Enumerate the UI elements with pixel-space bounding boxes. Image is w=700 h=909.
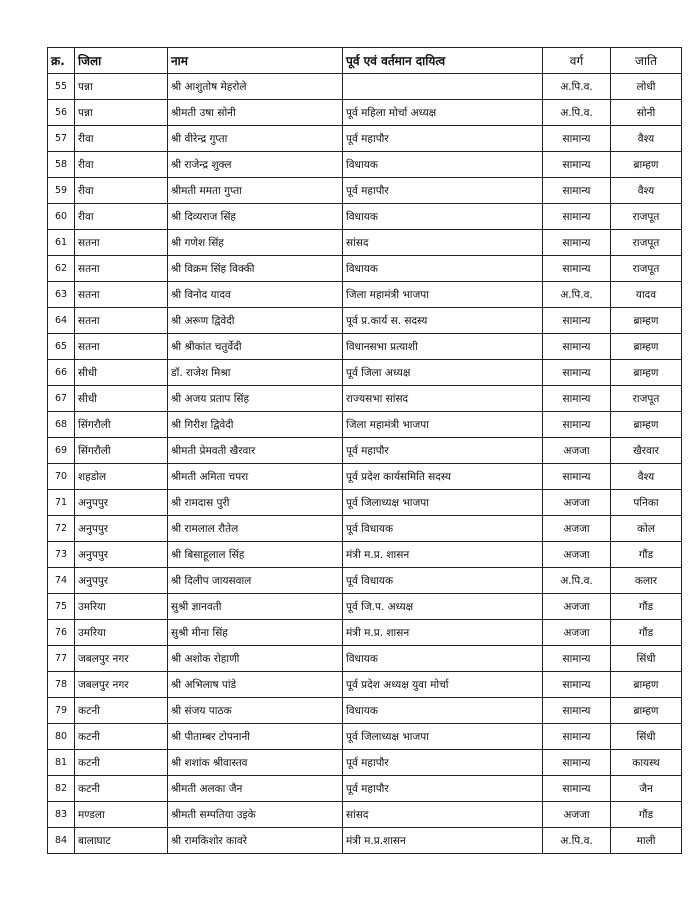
cell-category: सामान्य: [543, 672, 611, 698]
cell-name: श्री अभिलाष पांडे: [168, 672, 343, 698]
table-row: [48, 438, 682, 464]
table-header-row: [48, 48, 682, 74]
cell-post: विधानसभा प्रत्याशी: [343, 334, 543, 360]
cell-name: श्री संजय पाठक: [168, 698, 343, 724]
cell-post: पूर्व महापौर: [343, 776, 543, 802]
cell-caste: सिंधी: [611, 646, 682, 672]
table-row: [48, 594, 682, 620]
cell-category: सामान्य: [543, 776, 611, 802]
cell-category: अजजा: [543, 490, 611, 516]
cell-category: अ.पि.व.: [543, 568, 611, 594]
cell-serial: 84: [48, 828, 75, 854]
cell-caste: सोनी: [611, 100, 682, 126]
table-row: [48, 334, 682, 360]
cell-name: श्री दिलीप जायसवाल: [168, 568, 343, 594]
cell-serial: 66: [48, 360, 75, 386]
cell-district: अनुपपुर: [75, 490, 168, 516]
cell-caste: कलार: [611, 568, 682, 594]
cell-name: श्री राजेन्द्र शुक्ल: [168, 152, 343, 178]
table-row: [48, 308, 682, 334]
header-post: पूर्व एवं वर्तमान दायित्व: [343, 48, 543, 74]
cell-category: सामान्य: [543, 126, 611, 152]
cell-name: श्री रामलाल रौतेल: [168, 516, 343, 542]
cell-category: सामान्य: [543, 256, 611, 282]
table-row: [48, 360, 682, 386]
cell-caste: ब्राम्हण: [611, 308, 682, 334]
cell-caste: वैश्य: [611, 464, 682, 490]
cell-serial: 82: [48, 776, 75, 802]
cell-serial: 67: [48, 386, 75, 412]
table-row: [48, 412, 682, 438]
cell-caste: जैन: [611, 776, 682, 802]
cell-post: पूर्व जिलाध्यक्ष भाजपा: [343, 724, 543, 750]
cell-post: पूर्व महापौर: [343, 750, 543, 776]
cell-category: अ.पि.व.: [543, 828, 611, 854]
cell-category: सामान्य: [543, 308, 611, 334]
cell-post: पूर्व महिला मोर्चा अध्यक्ष: [343, 100, 543, 126]
cell-caste: राजपूत: [611, 386, 682, 412]
cell-serial: 62: [48, 256, 75, 282]
header-caste: जाति: [611, 48, 682, 74]
table-row: [48, 568, 682, 594]
table-row: [48, 776, 682, 802]
header-category: वर्ग: [543, 48, 611, 74]
table-row: [48, 698, 682, 724]
table-row: [48, 724, 682, 750]
members-table: [47, 47, 682, 854]
header-serial: क्र.: [48, 48, 75, 74]
cell-category: अ.पि.व.: [543, 100, 611, 126]
cell-district: सतना: [75, 334, 168, 360]
cell-district: बालाघाट: [75, 828, 168, 854]
cell-category: सामान्य: [543, 724, 611, 750]
cell-caste: यादव: [611, 282, 682, 308]
cell-district: अनुपपुर: [75, 516, 168, 542]
cell-district: सतना: [75, 230, 168, 256]
cell-district: रीवा: [75, 126, 168, 152]
document-page: [47, 47, 681, 854]
cell-caste: गौंड: [611, 594, 682, 620]
cell-name: श्रीमती उषा सोनी: [168, 100, 343, 126]
cell-serial: 57: [48, 126, 75, 152]
cell-district: अनुपपुर: [75, 542, 168, 568]
cell-category: अ.पि.व.: [543, 282, 611, 308]
table-row: [48, 74, 682, 100]
cell-serial: 74: [48, 568, 75, 594]
cell-district: सिंगरौली: [75, 438, 168, 464]
cell-name: श्री आशुतोष मेहरोले: [168, 74, 343, 100]
cell-district: कटनी: [75, 698, 168, 724]
cell-post: विधायक: [343, 256, 543, 282]
table-row: [48, 178, 682, 204]
cell-category: अजजा: [543, 438, 611, 464]
cell-name: श्री पीताम्बर टोपनानी: [168, 724, 343, 750]
table-row: [48, 230, 682, 256]
cell-post: पूर्व प्र.कार्य स. सदस्य: [343, 308, 543, 334]
cell-name: डॉ. राजेश मिश्रा: [168, 360, 343, 386]
cell-serial: 72: [48, 516, 75, 542]
cell-caste: ब्राम्हण: [611, 698, 682, 724]
cell-category: सामान्य: [543, 412, 611, 438]
table-row: [48, 750, 682, 776]
cell-serial: 71: [48, 490, 75, 516]
table-row: [48, 672, 682, 698]
table-row: [48, 282, 682, 308]
cell-name: श्री गिरीश द्विवेदी: [168, 412, 343, 438]
cell-name: श्री अरूण द्विवेदी: [168, 308, 343, 334]
cell-district: उमरिया: [75, 594, 168, 620]
cell-category: अजजा: [543, 516, 611, 542]
cell-post: पूर्व विधायक: [343, 568, 543, 594]
cell-name: सुश्री मीना सिंह: [168, 620, 343, 646]
cell-caste: गौंड: [611, 802, 682, 828]
cell-serial: 78: [48, 672, 75, 698]
cell-post: पूर्व महापौर: [343, 438, 543, 464]
cell-post: पूर्व प्रदेश अध्यक्ष युवा मोर्चा: [343, 672, 543, 698]
cell-name: श्रीमती अमिता चपरा: [168, 464, 343, 490]
cell-district: जबलपुर नगर: [75, 646, 168, 672]
cell-name: श्रीमती प्रेमवती खैरवार: [168, 438, 343, 464]
cell-post: [343, 74, 543, 100]
cell-category: सामान्य: [543, 646, 611, 672]
cell-post: विधायक: [343, 204, 543, 230]
cell-category: सामान्य: [543, 152, 611, 178]
cell-serial: 68: [48, 412, 75, 438]
cell-name: सुश्री ज्ञानवती: [168, 594, 343, 620]
cell-district: सतना: [75, 256, 168, 282]
cell-serial: 79: [48, 698, 75, 724]
cell-post: विधायक: [343, 646, 543, 672]
cell-category: अजजा: [543, 802, 611, 828]
cell-district: रीवा: [75, 152, 168, 178]
table-body: [48, 74, 682, 854]
cell-caste: राजपूत: [611, 204, 682, 230]
table-row: [48, 620, 682, 646]
cell-post: मंत्री म.प्र.शासन: [343, 828, 543, 854]
cell-serial: 70: [48, 464, 75, 490]
cell-post: जिला महामंत्री भाजपा: [343, 282, 543, 308]
cell-caste: गौंड: [611, 542, 682, 568]
cell-name: श्री अजय प्रताप सिंह: [168, 386, 343, 412]
cell-post: विधायक: [343, 698, 543, 724]
table-row: [48, 802, 682, 828]
cell-district: पन्ना: [75, 100, 168, 126]
cell-district: कटनी: [75, 776, 168, 802]
cell-category: सामान्य: [543, 464, 611, 490]
cell-caste: माली: [611, 828, 682, 854]
cell-district: कटनी: [75, 724, 168, 750]
cell-caste: ब्राम्हण: [611, 360, 682, 386]
cell-category: अ.पि.व.: [543, 74, 611, 100]
cell-serial: 69: [48, 438, 75, 464]
cell-district: मण्डला: [75, 802, 168, 828]
cell-category: सामान्य: [543, 386, 611, 412]
cell-caste: कोल: [611, 516, 682, 542]
cell-district: उमरिया: [75, 620, 168, 646]
cell-district: सतना: [75, 282, 168, 308]
cell-serial: 73: [48, 542, 75, 568]
cell-serial: 58: [48, 152, 75, 178]
cell-post: मंत्री म.प्र. शासन: [343, 620, 543, 646]
cell-serial: 64: [48, 308, 75, 334]
table-row: [48, 516, 682, 542]
cell-caste: वैश्य: [611, 178, 682, 204]
cell-post: जिला महामंत्री भाजपा: [343, 412, 543, 438]
cell-serial: 65: [48, 334, 75, 360]
cell-district: शहडोल: [75, 464, 168, 490]
cell-serial: 77: [48, 646, 75, 672]
cell-name: श्री श्रीकांत चतुर्वेदी: [168, 334, 343, 360]
table-row: [48, 126, 682, 152]
cell-category: अजजा: [543, 594, 611, 620]
cell-caste: खैरवार: [611, 438, 682, 464]
cell-name: श्री अशोक रोहाणी: [168, 646, 343, 672]
cell-post: मंत्री म.प्र. शासन: [343, 542, 543, 568]
table-row: [48, 152, 682, 178]
cell-name: श्री शशांक श्रीवास्तव: [168, 750, 343, 776]
cell-serial: 59: [48, 178, 75, 204]
cell-caste: लोधी: [611, 74, 682, 100]
cell-serial: 80: [48, 724, 75, 750]
cell-caste: सिंधी: [611, 724, 682, 750]
cell-post: पूर्व जि.प. अध्यक्ष: [343, 594, 543, 620]
cell-district: जबलपुर नगर: [75, 672, 168, 698]
cell-category: सामान्य: [543, 698, 611, 724]
cell-caste: ब्राम्हण: [611, 412, 682, 438]
cell-post: सांसद: [343, 230, 543, 256]
header-district: जिला: [75, 48, 168, 74]
cell-category: सामान्य: [543, 178, 611, 204]
cell-post: सांसद: [343, 802, 543, 828]
cell-caste: गौंड: [611, 620, 682, 646]
cell-name: श्री विनोद यादव: [168, 282, 343, 308]
cell-serial: 63: [48, 282, 75, 308]
table-row: [48, 542, 682, 568]
cell-caste: राजपूत: [611, 256, 682, 282]
table-row: [48, 646, 682, 672]
cell-name: श्री विक्रम सिंह विक्की: [168, 256, 343, 282]
cell-serial: 76: [48, 620, 75, 646]
cell-name: श्री बिसाहूलाल सिंह: [168, 542, 343, 568]
table-row: [48, 464, 682, 490]
table-row: [48, 256, 682, 282]
table-row: [48, 828, 682, 854]
cell-caste: पनिका: [611, 490, 682, 516]
cell-name: श्री रामदास पुरी: [168, 490, 343, 516]
cell-district: सीधी: [75, 386, 168, 412]
cell-name: श्री गणेश सिंह: [168, 230, 343, 256]
cell-caste: ब्राम्हण: [611, 672, 682, 698]
cell-post: पूर्व महापौर: [343, 178, 543, 204]
cell-district: पन्ना: [75, 74, 168, 100]
cell-category: सामान्य: [543, 204, 611, 230]
cell-serial: 61: [48, 230, 75, 256]
cell-caste: वैश्य: [611, 126, 682, 152]
cell-district: सतना: [75, 308, 168, 334]
header-name: नाम: [168, 48, 343, 74]
cell-caste: कायस्थ: [611, 750, 682, 776]
cell-district: रीवा: [75, 204, 168, 230]
cell-post: पूर्व जिलाध्यक्ष भाजपा: [343, 490, 543, 516]
cell-district: सिंगरौली: [75, 412, 168, 438]
table-row: [48, 490, 682, 516]
cell-name: श्रीमती ममता गुप्ता: [168, 178, 343, 204]
cell-post: विधायक: [343, 152, 543, 178]
cell-category: सामान्य: [543, 230, 611, 256]
cell-post: राज्यसभा सांसद: [343, 386, 543, 412]
cell-caste: राजपूत: [611, 230, 682, 256]
cell-post: पूर्व महापौर: [343, 126, 543, 152]
cell-name: श्री रामकिशोर कावरे: [168, 828, 343, 854]
cell-district: सीधी: [75, 360, 168, 386]
cell-district: रीवा: [75, 178, 168, 204]
cell-post: पूर्व प्रदेश कार्यसमिति सदस्य: [343, 464, 543, 490]
cell-district: कटनी: [75, 750, 168, 776]
cell-name: श्रीमती अलका जैन: [168, 776, 343, 802]
cell-serial: 83: [48, 802, 75, 828]
cell-category: अजजा: [543, 542, 611, 568]
cell-category: सामान्य: [543, 360, 611, 386]
cell-name: श्री दिव्यराज सिंह: [168, 204, 343, 230]
table-row: [48, 386, 682, 412]
cell-name: श्रीमती सम्पतिया उइके: [168, 802, 343, 828]
cell-category: सामान्य: [543, 334, 611, 360]
table-row: [48, 204, 682, 230]
cell-name: श्री वीरेन्द्र गुप्ता: [168, 126, 343, 152]
cell-post: पूर्व विधायक: [343, 516, 543, 542]
cell-category: अजजा: [543, 620, 611, 646]
cell-district: अनुपपुर: [75, 568, 168, 594]
cell-serial: 56: [48, 100, 75, 126]
cell-serial: 60: [48, 204, 75, 230]
table-row: [48, 100, 682, 126]
cell-caste: ब्राम्हण: [611, 152, 682, 178]
cell-serial: 81: [48, 750, 75, 776]
cell-serial: 55: [48, 74, 75, 100]
cell-caste: ब्राम्हण: [611, 334, 682, 360]
cell-serial: 75: [48, 594, 75, 620]
cell-post: पूर्व जिला अध्यक्ष: [343, 360, 543, 386]
cell-category: सामान्य: [543, 750, 611, 776]
